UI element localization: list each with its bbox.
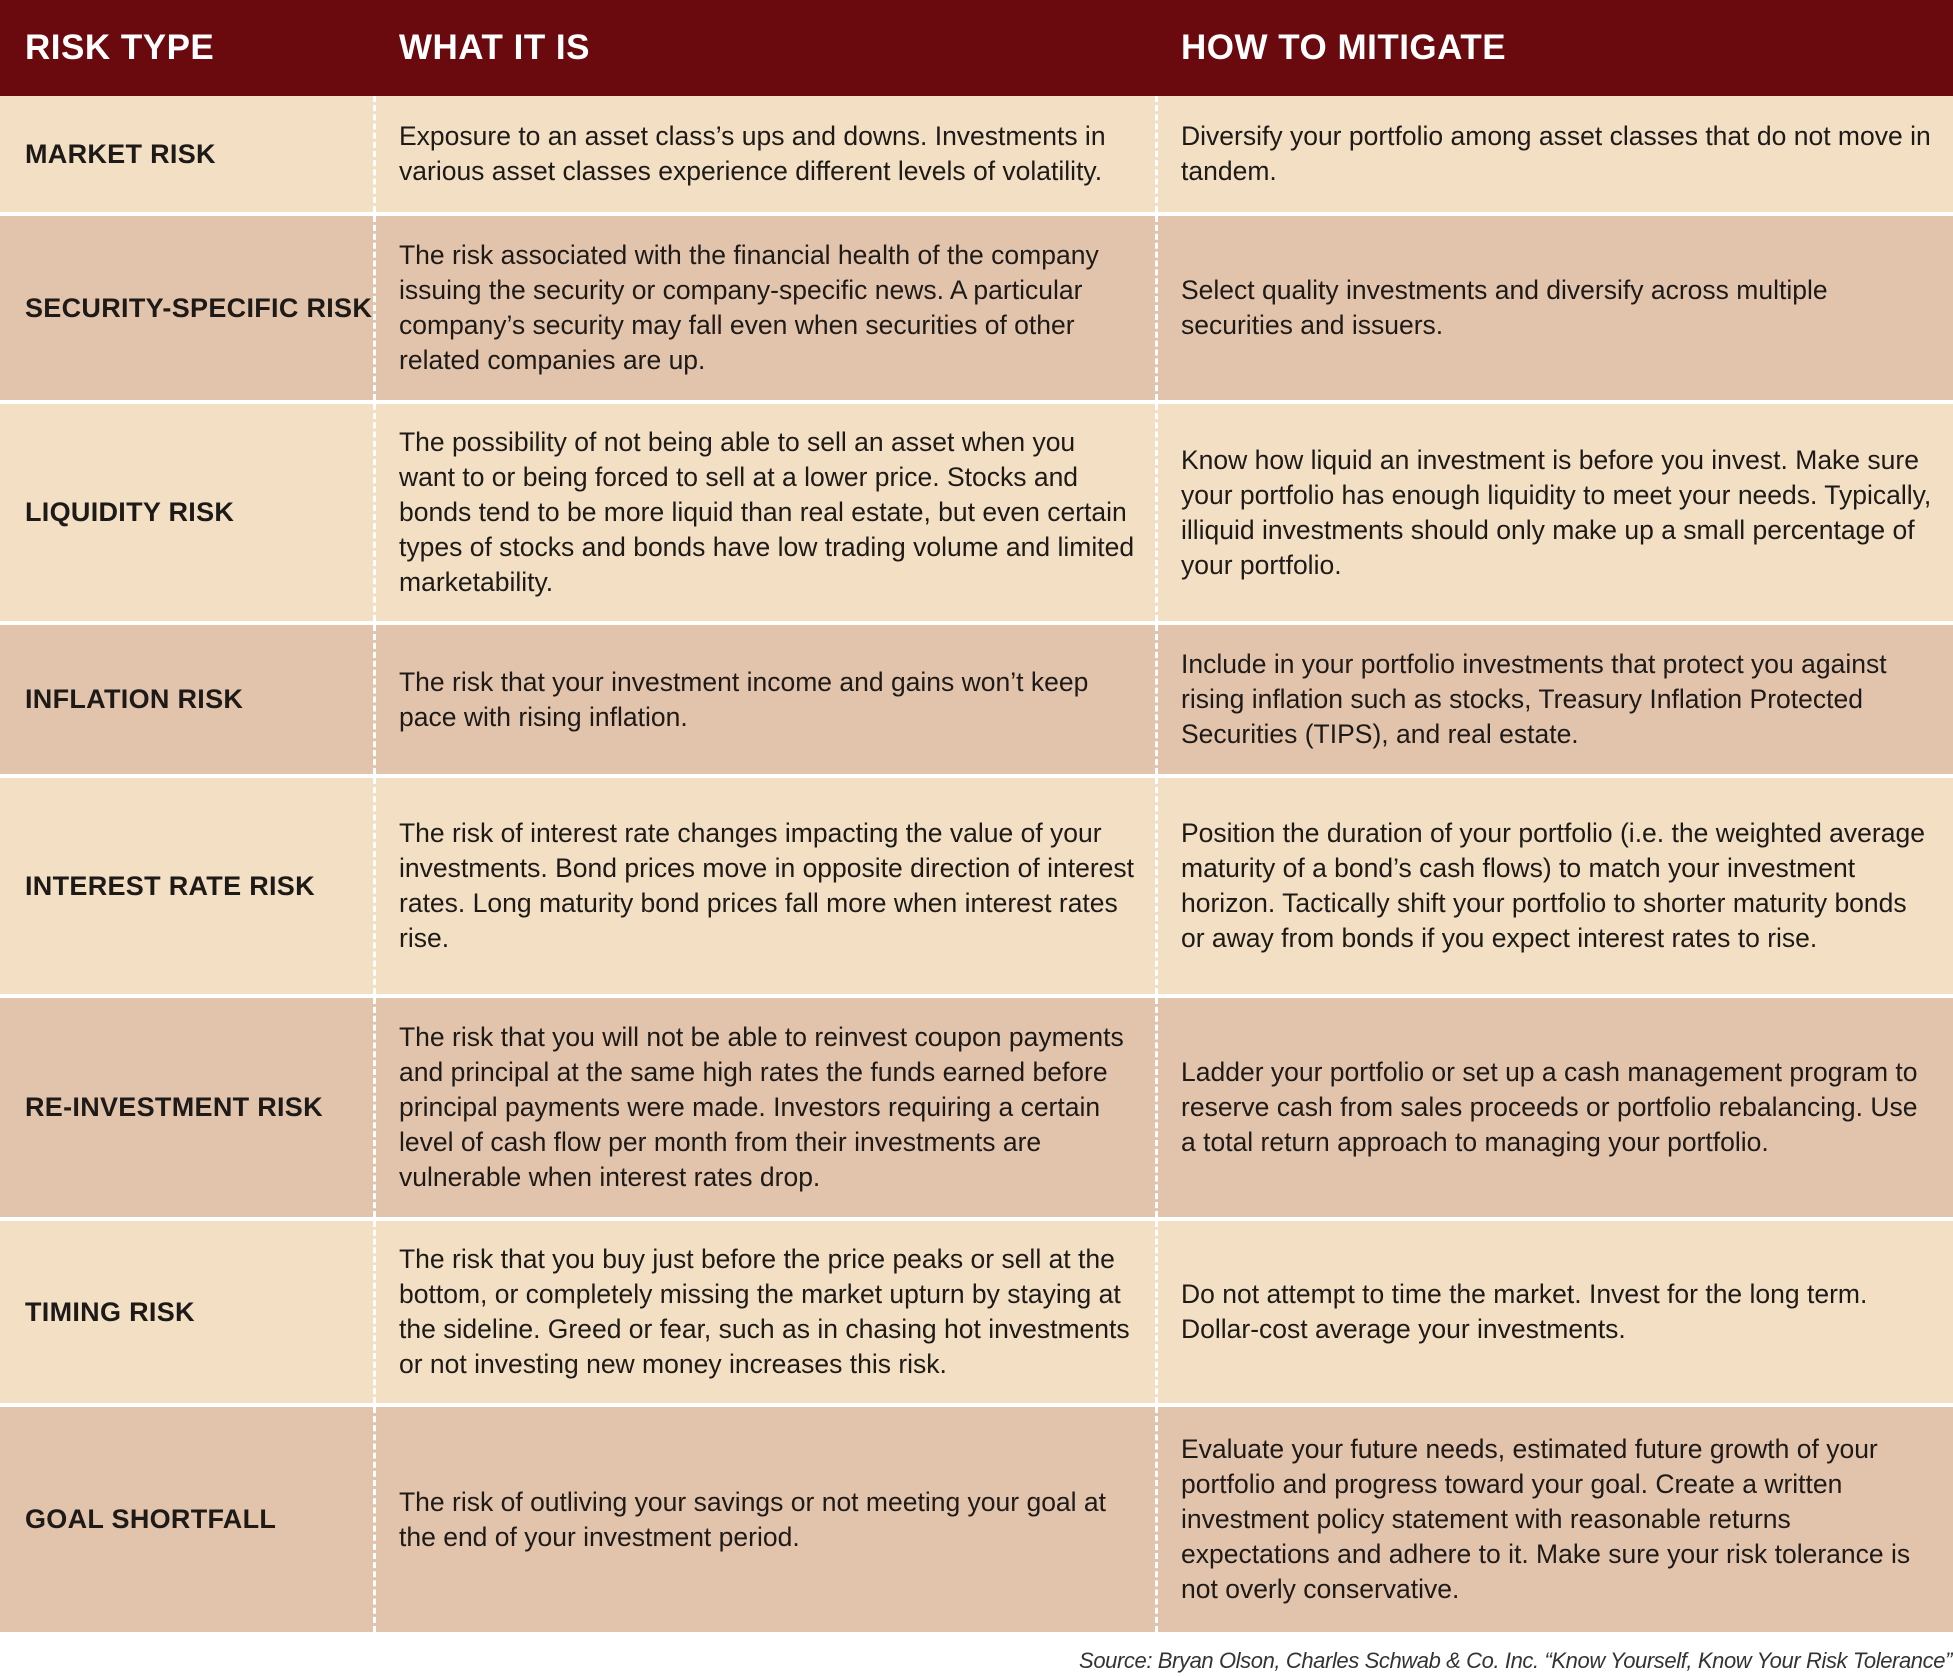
header-how-to-mitigate: HOW TO MITIGATE (1181, 28, 1507, 67)
risk-type-cell: GOAL SHORTFALL (25, 1504, 277, 1534)
column-divider (1155, 1407, 1158, 1632)
what-it-is-cell: The risk of outliving your savings or not meeting your goal at the end of your investment period. (399, 1486, 1107, 1552)
how-to-mitigate-cell: Ladder your portfolio or set up a cash management program to reserve cash from sales proceeds or portfolio rebalancing. Use a total return approach to managing your portfolio. (1181, 1057, 1918, 1157)
table-row (0, 1221, 1953, 1407)
how-to-mitigate-cell: Select quality investments and diversify across multiple securities and issuers. (1181, 275, 1828, 340)
column-divider (1155, 778, 1158, 994)
column-divider (1155, 625, 1158, 774)
what-it-is-cell: The risk of interest rate changes impacting the value of your investments. Bond prices move in opposite direction of interest rates. Long maturity bond prices fall more when interest rates rise. (399, 818, 1135, 953)
risk-type-cell: INTEREST RATE RISK (25, 870, 315, 901)
what-it-is-cell: Exposure to an asset class’s ups and downs. Investments in various asset classes experience different levels of volatility. (399, 121, 1106, 186)
column-divider (1155, 96, 1158, 212)
table-row (0, 216, 1953, 404)
header-what-it-is: WHAT IT IS (399, 28, 590, 67)
table-row (0, 404, 1953, 625)
source-citation: Source: Bryan Olson, Charles Schwab & Co. Inc. “Know Yourself, Know Your Risk Tolerance” (1079, 1648, 1952, 1673)
column-divider (373, 216, 376, 400)
what-it-is-cell: The risk associated with the financial health of the company issuing the security or company-specific news. A particular company’s security may fall even when securities of other related companies are up. (399, 240, 1099, 375)
table-row (0, 998, 1953, 1221)
table-row (0, 96, 1953, 216)
column-divider (373, 1221, 376, 1403)
how-to-mitigate-cell: Include in your portfolio investments that protect you against rising inflation such as stocks, Treasury Inflation Protected Securities (TIPS), and real estate. (1181, 649, 1887, 749)
risk-type-cell: TIMING RISK (25, 1296, 195, 1327)
table-header (0, 0, 1953, 96)
column-divider (373, 998, 376, 1217)
table-row (0, 778, 1953, 998)
risk-type-cell: MARKET RISK (25, 138, 216, 169)
column-divider (373, 625, 376, 774)
risk-type-cell: RE-INVESTMENT RISK (25, 1092, 323, 1122)
what-it-is-cell: The possibility of not being able to sell an asset when you want to or being forced to sell at a lower price. Stocks and bonds tend to be more liquid than real estate, but even certain types of stocks and bonds have low trading volume and limited marketability. (399, 427, 1135, 597)
column-divider (373, 778, 376, 994)
what-it-is-cell: The risk that you buy just before the price peaks or sell at the bottom, or completely missing the market upturn by staying at the sideline. Greed or fear, such as in chasing hot investments or not investing new money increases this risk. (399, 1244, 1130, 1379)
column-divider (373, 1407, 376, 1632)
column-divider (1155, 998, 1158, 1217)
how-to-mitigate-cell: Evaluate your future needs, estimated future growth of your portfolio and progress toward your goal. Create a written investment policy statement with reasonable returns expectations and adhere to it. Make sure your risk tolerance is not overly conservative. (1181, 1434, 1911, 1604)
risk-type-cell: INFLATION RISK (25, 684, 244, 714)
risk-type-cell: LIQUIDITY RISK (25, 497, 235, 527)
column-divider (1155, 1221, 1158, 1403)
header-risk-type: RISK TYPE (25, 28, 215, 67)
column-divider (1155, 404, 1158, 621)
column-divider (373, 404, 376, 621)
how-to-mitigate-cell: Do not attempt to time the market. Invest for the long term. Dollar-cost average your investments. (1181, 1279, 1868, 1344)
column-divider (373, 96, 376, 212)
risk-type-cell: SECURITY-SPECIFIC RISK (25, 292, 373, 323)
table-row (0, 1407, 1953, 1632)
what-it-is-cell: The risk that you will not be able to reinvest coupon payments and principal at the same high rates the funds earned before principal payments were made. Investors requiring a certain level of cash flow per month from their investments are vulnerable when interest rates drop. (399, 1022, 1124, 1192)
what-it-is-cell: The risk that your investment income and gains won’t keep pace with rising inflation. (399, 666, 1089, 732)
column-divider (1155, 216, 1158, 400)
how-to-mitigate-cell: Diversify your portfolio among asset classes that do not move in tandem. (1181, 121, 1931, 186)
how-to-mitigate-cell: Position the duration of your portfolio (i.e. the weighted average maturity of a bond’s cash flows) to match your investment horizon. Tactically shift your portfolio to shorter maturity bonds or away from bonds if you expect interest rates to rise. (1181, 818, 1925, 953)
how-to-mitigate-cell: Know how liquid an investment is before you invest. Make sure your portfolio has enough liquidity to meet your needs. Typically, illiquid investments should only make up a small percentage of your portfolio. (1181, 444, 1932, 580)
table-row (0, 625, 1953, 778)
